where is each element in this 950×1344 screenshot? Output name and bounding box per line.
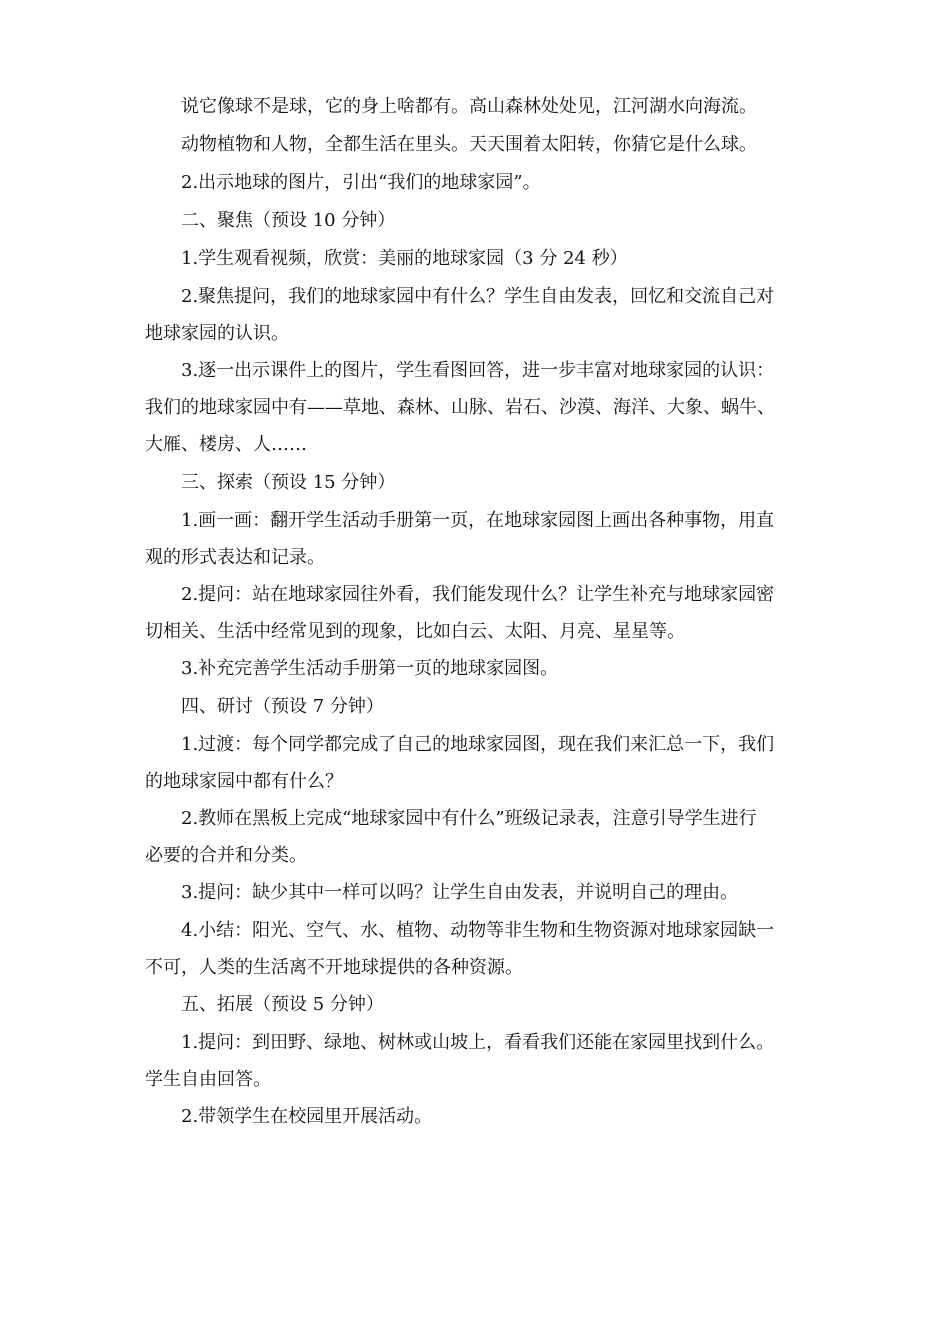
paragraph-line: 2.带领学生在校园里开展活动。 bbox=[181, 1106, 433, 1127]
paragraph bbox=[145, 874, 810, 911]
paragraph-line: 必要的合并和分类。 bbox=[145, 845, 307, 866]
paragraph bbox=[145, 164, 810, 201]
paragraph-line: 二、聚焦（预设 10 分钟） bbox=[181, 210, 396, 231]
paragraph bbox=[145, 1098, 810, 1135]
paragraph bbox=[145, 240, 810, 277]
paragraph-line: 五、拓展（预设 5 分钟） bbox=[181, 994, 384, 1015]
paragraph-line: 1.学生观看视频，欣赏：美丽的地球家园（3 分 24 秒） bbox=[181, 248, 628, 269]
paragraph-line: 1.过渡：每个同学都完成了自己的地球家园图，现在我们来汇总一下，我们 bbox=[181, 734, 775, 755]
paragraph bbox=[145, 278, 810, 352]
paragraph-line: 学生自由回答。 bbox=[145, 1069, 271, 1090]
paragraph bbox=[145, 576, 810, 650]
paragraph bbox=[145, 502, 810, 576]
paragraph bbox=[145, 126, 810, 163]
paragraph-line: 大雁、楼房、人…… bbox=[145, 434, 307, 455]
paragraph bbox=[145, 800, 810, 874]
paragraph-line: 2.出示地球的图片，引出“我们的地球家园”。 bbox=[181, 172, 541, 193]
paragraph-line: 3.逐一出示课件上的图片，学生看图回答，进一步丰富对地球家园的认识： bbox=[181, 360, 775, 381]
paragraph-line: 4.小结：阳光、空气、水、植物、动物等非生物和生物资源对地球家园缺一 bbox=[181, 920, 775, 941]
paragraph-line: 2.提问：站在地球家园往外看，我们能发现什么？让学生补充与地球家园密 bbox=[181, 584, 775, 605]
paragraph bbox=[145, 986, 810, 1023]
paragraph bbox=[145, 912, 810, 986]
paragraph-line: 1.提问：到田野、绿地、树林或山坡上，看看我们还能在家园里找到什么。 bbox=[181, 1032, 775, 1053]
paragraph-line: 四、研讨（预设 7 分钟） bbox=[181, 696, 384, 717]
paragraph bbox=[145, 352, 810, 463]
paragraph bbox=[145, 464, 810, 501]
paragraph-line: 切相关、生活中经常见到的现象，比如白云、太阳、月亮、星星等。 bbox=[145, 621, 685, 642]
paragraph-line: 的地球家园中都有什么？ bbox=[145, 771, 343, 792]
paragraph-line: 说它像球不是球，它的身上啥都有。高山森林处处见，江河湖水向海流。 bbox=[181, 96, 757, 117]
paragraph-line: 2.教师在黑板上完成“地球家园中有什么”班级记录表，注意引导学生进行 bbox=[181, 808, 757, 829]
paragraph bbox=[145, 650, 810, 687]
paragraph-line: 地球家园的认识。 bbox=[145, 323, 289, 344]
paragraph-line: 不可，人类的生活离不开地球提供的各种资源。 bbox=[145, 957, 523, 978]
paragraph-line: 动物植物和人物，全都生活在里头。天天围着太阳转，你猜它是什么球。 bbox=[181, 134, 757, 155]
paragraph-line: 1.画一画：翻开学生活动手册第一页，在地球家园图上画出各种事物，用直 bbox=[181, 510, 775, 531]
paragraph-line: 2.聚焦提问，我们的地球家园中有什么？学生自由发表，回忆和交流自己对 bbox=[181, 286, 775, 307]
paragraph-line: 3.提问：缺少其中一样可以吗？让学生自由发表，并说明自己的理由。 bbox=[181, 882, 739, 903]
paragraph-line: 我们的地球家园中有——草地、森林、山脉、岩石、沙漠、海洋、大象、蜗牛、 bbox=[145, 397, 775, 418]
paragraph-line: 3.补充完善学生活动手册第一页的地球家园图。 bbox=[181, 658, 559, 679]
paragraph bbox=[145, 88, 810, 125]
paragraph bbox=[145, 1024, 810, 1098]
paragraph-line: 三、探索（预设 15 分钟） bbox=[181, 472, 396, 493]
paragraph bbox=[145, 726, 810, 800]
paragraph bbox=[145, 688, 810, 725]
paragraph bbox=[145, 202, 810, 239]
paragraph-line: 观的形式表达和记录。 bbox=[145, 547, 325, 568]
